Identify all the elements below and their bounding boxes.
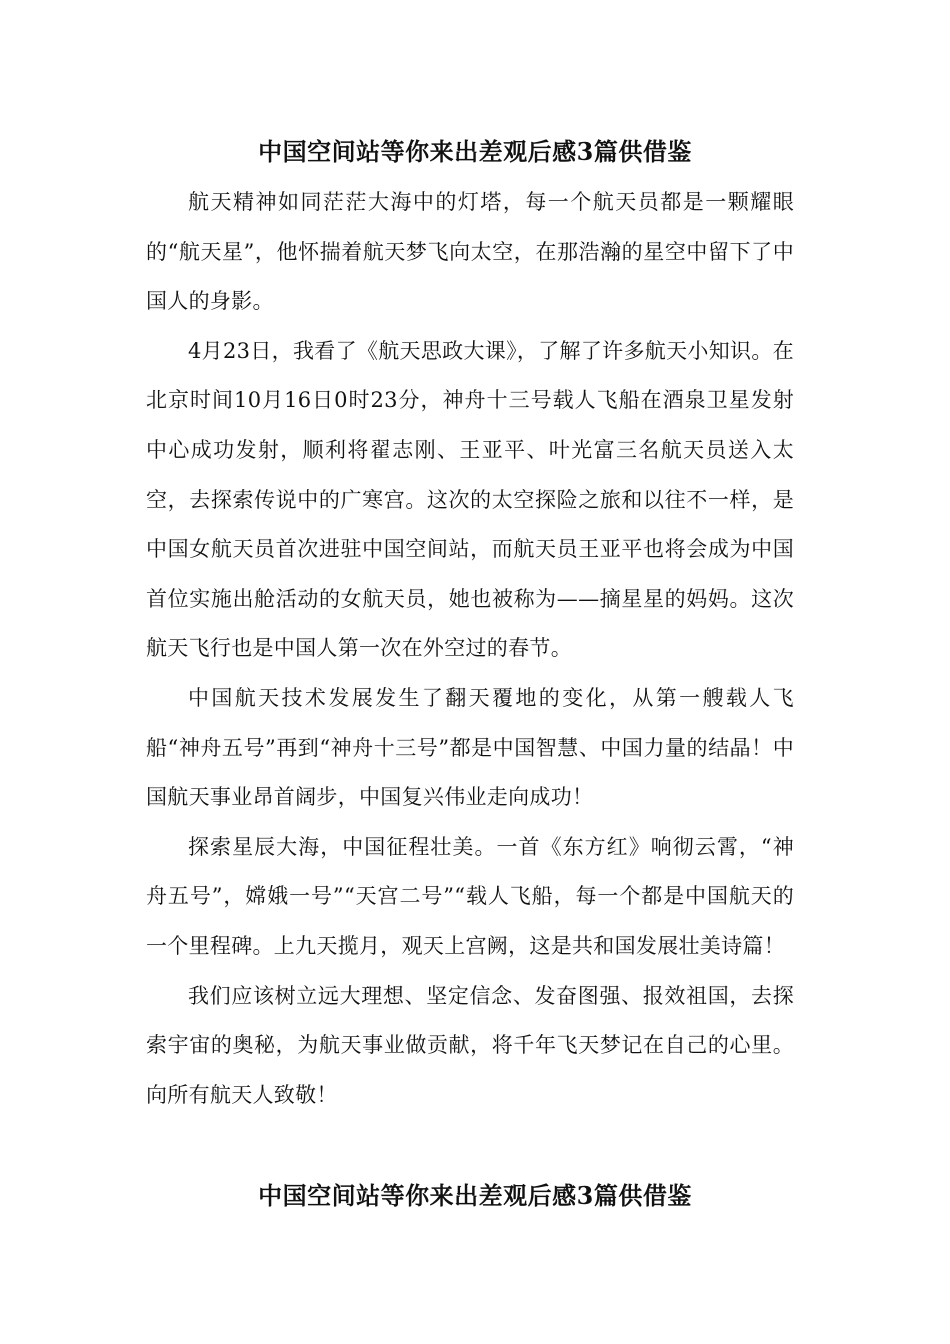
second-document-title: 中国空间站等你来出差观后感3篇供借鉴 bbox=[258, 1181, 692, 1210]
paragraph-2: 4月23日，我看了《航天思政大课》，了解了许多航天小知识。在北京时间10月16日0时23分，神舟十三号载人飞船在酒泉卫星发射中心成功发射，顺利将翟志刚、王亚平、叶光富三名航天员送入太空，去探索传说中的广寒宫。这次的太空探险之旅和以往不一样，是中国女航天员首次进驻中国空间站，而航天员王亚平也将会成为中国首位实施出舱活动的女航天员，她也被称为——摘星星的妈妈。这次航天飞行也是中国人第一次在外空过的春节。 bbox=[146, 338, 794, 661]
paragraph-4: 探索星辰大海，中国征程壮美。一首《东方红》响彻云霄，“神舟五号”，嫦娥一号”“天宫二号”“载人飞船，每一个都是中国航天的一个里程碑。上九天揽月，观天上宫阙，这是共和国发展壮美诗篇！ bbox=[146, 834, 794, 958]
paragraph-5: 我们应该树立远大理想、坚定信念、发奋图强、报效祖国，去探索宇宙的奥秘，为航天事业做贡献，将千年飞天梦记在自己的心里。向所有航天人致敬！ bbox=[146, 983, 794, 1107]
document-body bbox=[146, 178, 794, 1120]
paragraph-1: 航天精神如同茫茫大海中的灯塔，每一个航天员都是一颗耀眼的“航天星”，他怀揣着航天梦飞向太空，在那浩瀚的星空中留下了中国人的身影。 bbox=[146, 190, 794, 314]
document-title: 中国空间站等你来出差观后感3篇供借鉴 bbox=[258, 137, 692, 166]
paragraph-3: 中国航天技术发展发生了翻天覆地的变化，从第一艘载人飞船“神舟五号”再到“神舟十三号”都是中国智慧、中国力量的结晶！中国航天事业昂首阔步，中国复兴伟业走向成功！ bbox=[146, 685, 794, 810]
